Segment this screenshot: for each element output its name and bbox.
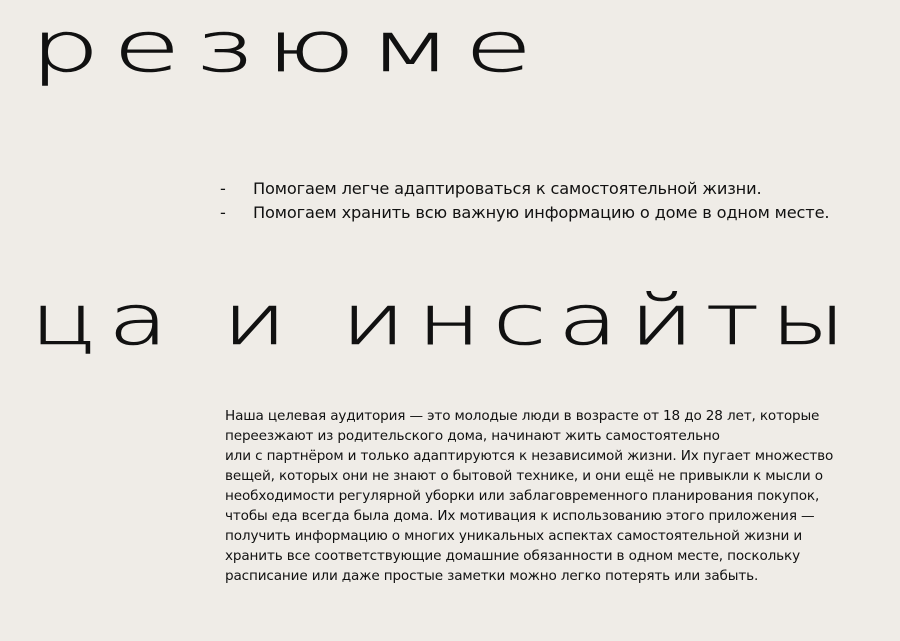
paragraph-line: необходимости регулярной уборки или заблаговременного планирования покупок, <box>225 488 820 504</box>
paragraph-line: чтобы еда всегда была дома. Их мотивация к использованию этого приложения — <box>225 508 815 524</box>
benefits-list <box>220 177 829 225</box>
paragraph-line: расписание или даже простые заметки можно легко потерять или забыть. <box>225 568 759 584</box>
paragraph-line: или с партнёром и только адаптируются к независимой жизни. Их пугает множество <box>225 448 834 464</box>
resume-heading: резюме <box>30 7 546 89</box>
audience-description <box>225 406 865 586</box>
paragraph-line: вещей, которых они не знают о бытовой технике, и они ещё не привыкли к мысли о <box>225 468 823 484</box>
list-item-text: Помогаем хранить всю важную информацию о доме в одном месте. <box>253 203 830 222</box>
list-item-text: Помогаем легче адаптироваться к самостоятельной жизни. <box>253 179 762 198</box>
bullet-dash: - <box>220 203 226 222</box>
paragraph-line: хранить все соответствующие домашние обязанности в одном месте, поскольку <box>225 548 800 564</box>
list-item <box>220 201 829 225</box>
audience-insights-heading: ца и инсайты <box>30 280 858 362</box>
paragraph-line: переезжают из родительского дома, начинают жить самостоятельно <box>225 428 720 444</box>
paragraph-line: получить информацию о многих уникальных аспектах самостоятельной жизни и <box>225 528 803 544</box>
list-item <box>220 177 829 201</box>
paragraph-line: Наша целевая аудитория — это молодые люди в возрасте от 18 до 28 лет, которые <box>225 408 820 424</box>
bullet-dash: - <box>220 179 226 198</box>
